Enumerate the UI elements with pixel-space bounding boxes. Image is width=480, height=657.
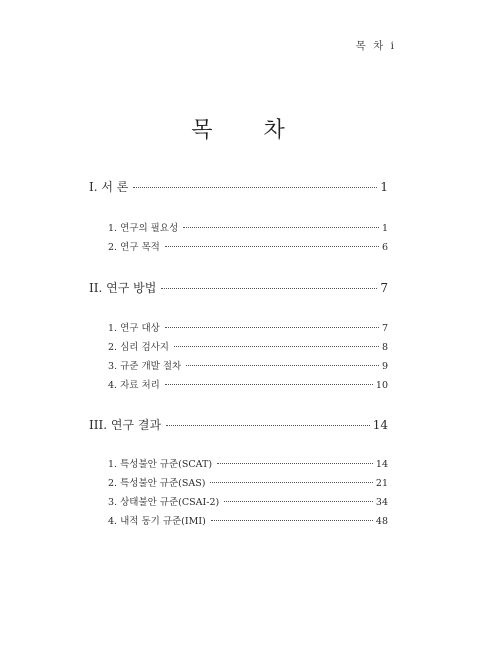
dot-leader [186,365,379,366]
toc-page-number: 48 [375,516,388,527]
dot-leader [183,227,379,228]
toc-page-number: 9 [381,361,388,372]
toc-section-methods [89,279,388,296]
dot-leader [133,187,377,188]
toc-page-number: 21 [375,478,388,489]
toc-item [108,494,388,508]
dot-leader [161,288,377,289]
dot-leader [165,246,379,247]
toc-page-number: 7 [381,323,388,334]
toc-section-title: I. 서 론 [89,180,129,194]
toc-item-title: 2. 심리 검사지 [108,342,169,353]
toc-item-title: 1. 특성불안 규준(SCAT) [108,459,213,470]
dot-leader [166,425,370,426]
toc-section-results [89,416,388,433]
toc-item [108,239,388,253]
toc-item [108,220,388,234]
dot-leader [165,384,373,385]
toc-page-number: 14 [375,459,388,470]
dot-leader [211,520,373,521]
toc-section-title: III. 연구 결과 [89,418,162,432]
toc-item [108,339,388,353]
toc-item [108,456,388,470]
toc-page-number: 8 [381,342,388,353]
toc-item-title: 1. 연구 대상 [108,323,160,334]
toc-item-title: 3. 상태불안 규준(CSAI-2) [108,497,220,508]
toc-item [108,475,388,489]
toc-item-title: 4. 자료 처리 [108,380,160,391]
toc-page-number: 7 [380,281,388,295]
toc-item-title: 2. 연구 목적 [108,242,160,253]
toc-page-number: 1 [380,180,388,194]
running-header: 목 차 i [355,40,396,52]
toc-page-number: 34 [375,497,388,508]
toc-section-introduction [89,178,388,195]
toc-item-title: 1. 연구의 필요성 [108,223,179,234]
toc-page-number: 1 [381,223,388,234]
dot-leader [174,346,379,347]
toc-section-title: II. 연구 방법 [89,281,157,295]
toc-item [108,377,388,391]
dot-leader [165,327,379,328]
dot-leader [217,463,373,464]
page-title: 목 차 [191,118,307,143]
toc-page-number: 10 [375,380,388,391]
toc-item [108,358,388,372]
toc-item-title: 3. 규준 개발 절차 [108,361,182,372]
dot-leader [224,501,373,502]
toc-page-number: 6 [381,242,388,253]
toc-item [108,513,388,527]
dot-leader [210,482,372,483]
toc-item [108,320,388,334]
toc-item-title: 4. 내적 동기 규준(IMI) [108,516,206,527]
toc-item-title: 2. 특성불안 규준(SAS) [108,478,206,489]
toc-page-number: 14 [372,418,388,432]
